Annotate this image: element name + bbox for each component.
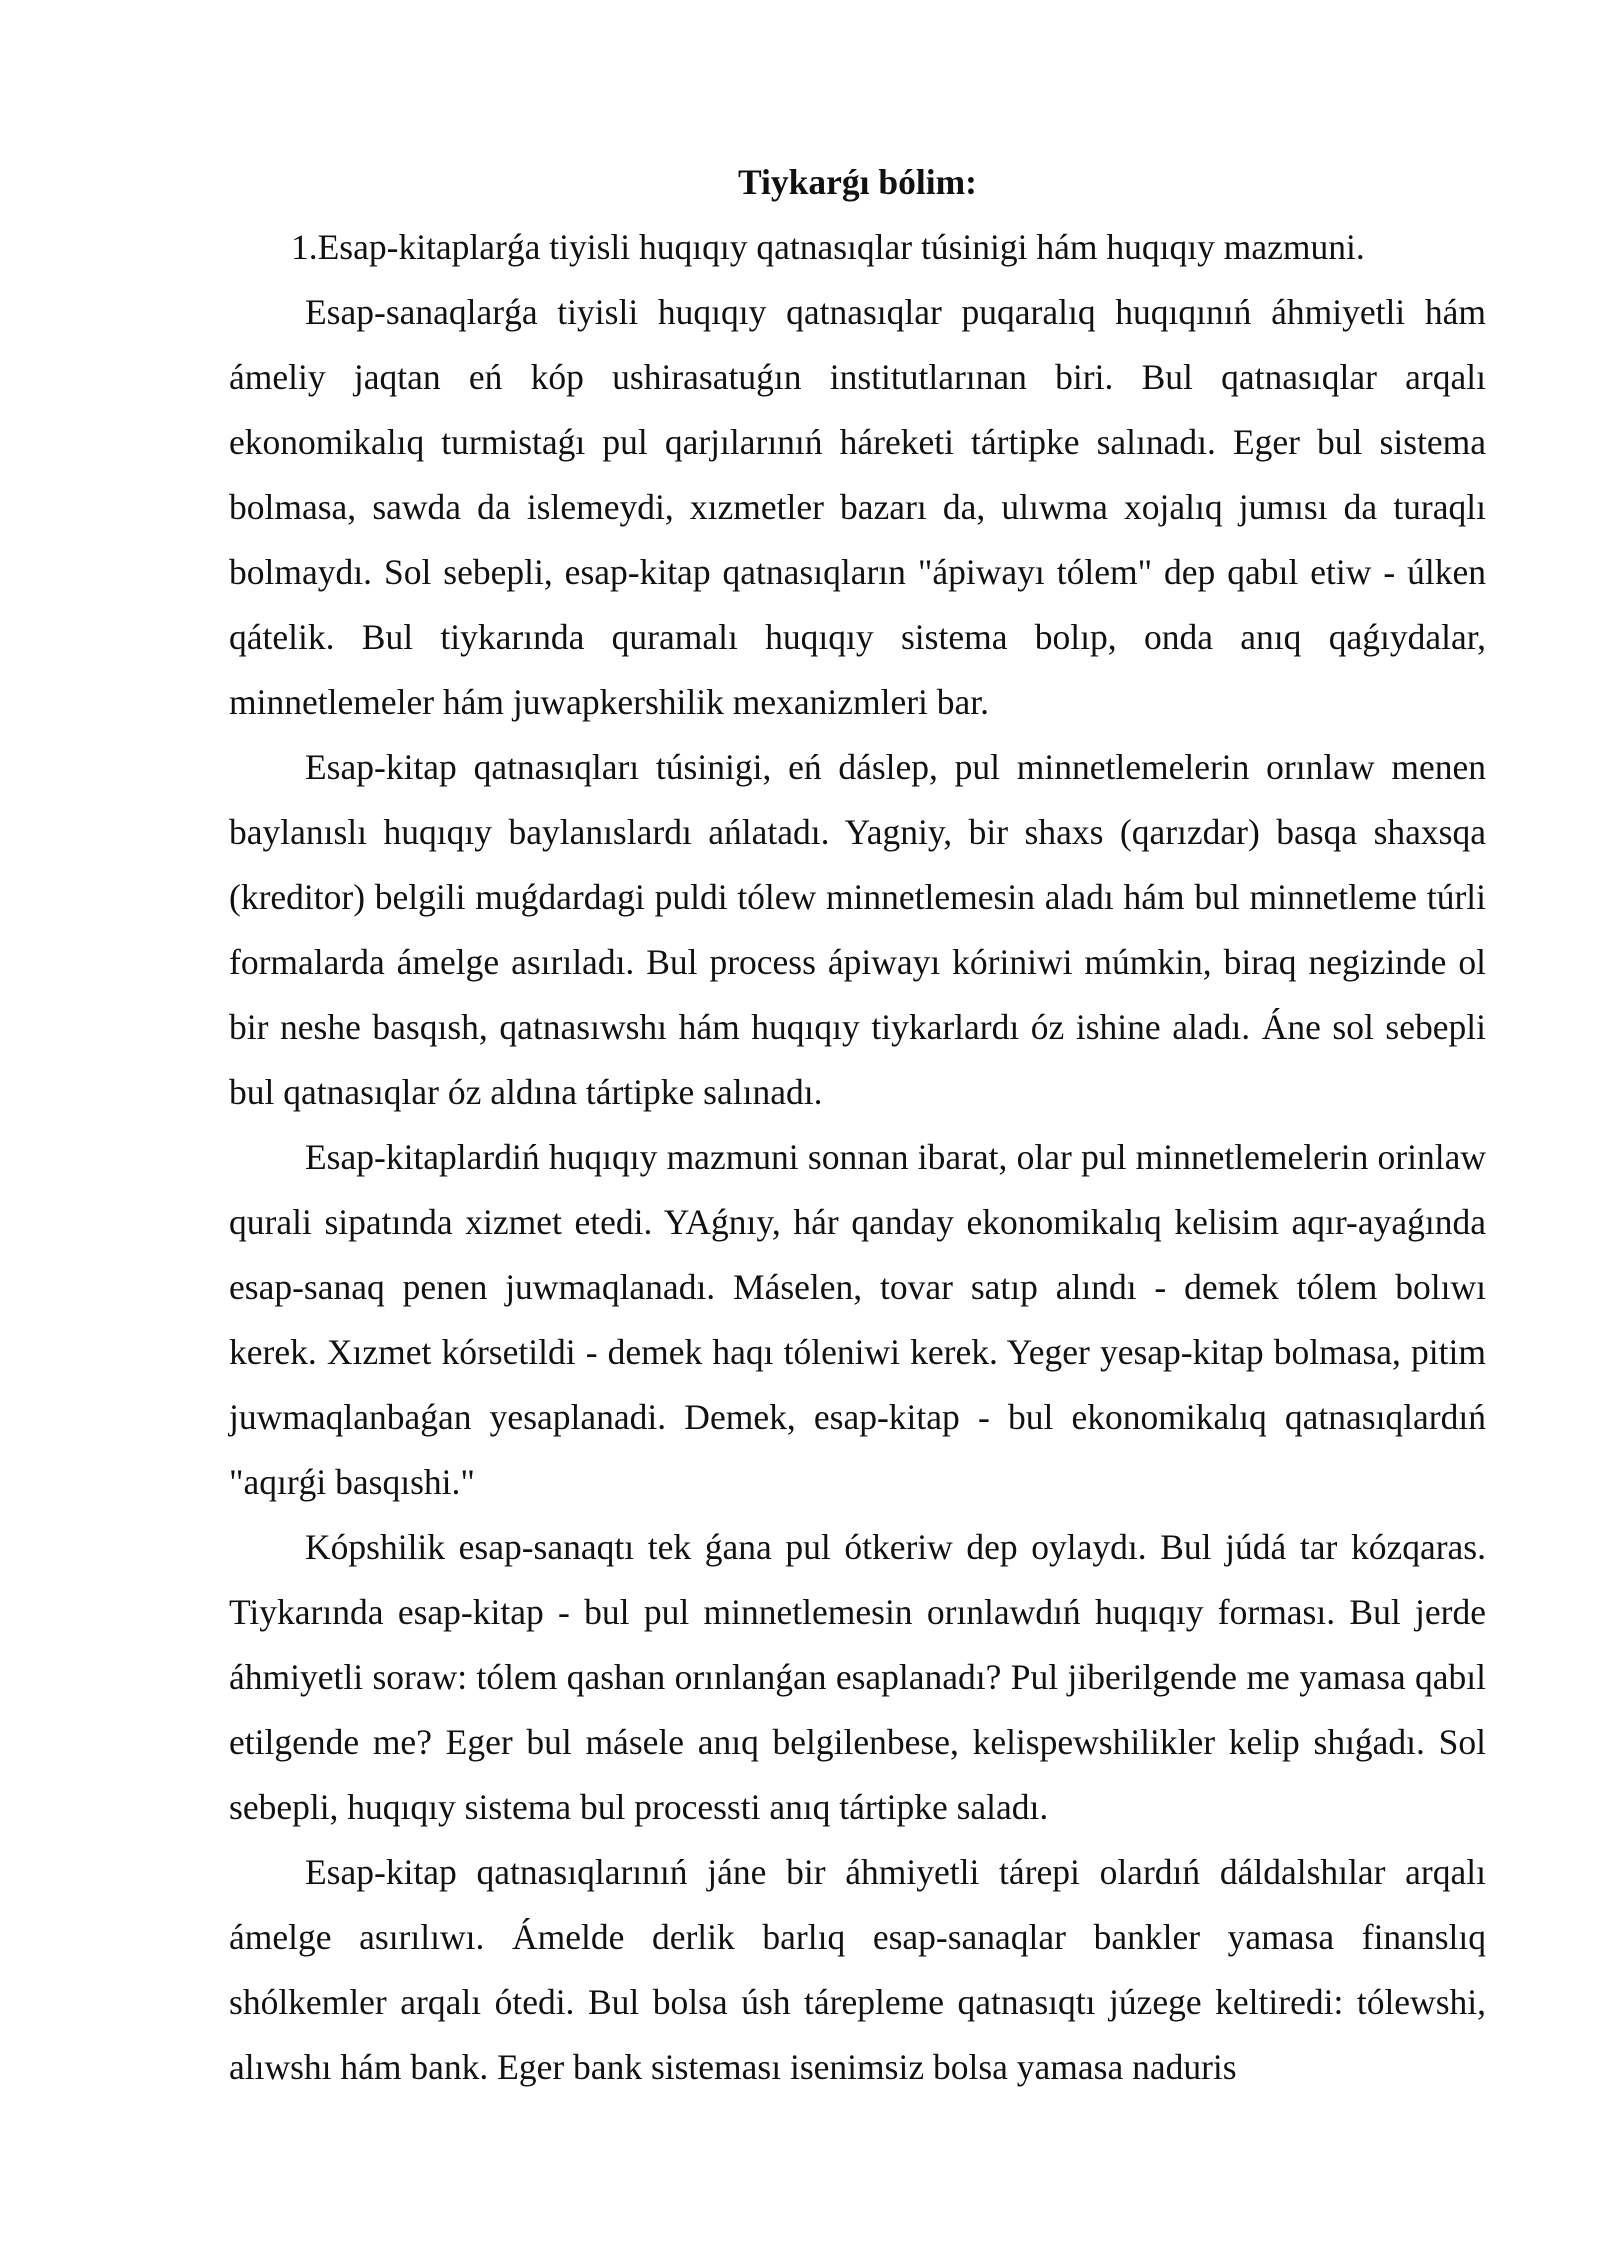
paragraph-3: Esap-kitaplardiń huqıqıy mazmuni sonnan ibarat, olar pul minnetlemelerin orinlaw qurali sipatında xizmet etedi. YAǵnıy, hár qanday ekonomikalıq kelisim aqır-ayaǵında esap-sanaq penen juwmaqlanadı. Máselen, tovar satıp alındı - demek tólem bolıwı kerek. Xızmet kórsetildi - demek haqı tóleniwi kerek. Yeger yesap-kitap bolmasa, pitim juwmaqlanbaǵan yesaplanadi. Demek, esap-kitap - bul ekonomikalıq qatnasıqlardıń "aqırǵi basqıshi."	[229, 1137, 1486, 1502]
paragraph-2: Esap-kitap qatnasıqları túsinigi, eń dáslep, pul minnetlemelerin orınlaw menen baylanıslı huqıqıy baylanıslardı ańlatadı. Yagniy, bir shaxs (qarızdar) basqa shaxsqa (kreditor) belgili muǵdardagi puldi tólew minnetlemesin aladı hám bul minnetleme túrli formalarda ámelge asırıladı. Bul process ápiwayı kóriniwi múmkin, biraq negizinde ol bir neshe basqısh, qatnasıwshı hám huqıqıy tiykarlardı óz ishine aladı. Áne sol sebepli bul qatnasıqlar óz aldına tártipke salınadı.	[229, 747, 1486, 1112]
section-heading: Tiykarǵı bólim:	[737, 162, 977, 202]
section-subheading: 1.Esap-kitaplarǵa tiyisli huqıqıy qatnasıqlar túsinigi hám huqıqıy mazmuni.	[291, 227, 1365, 267]
paragraph-5: Esap-kitap qatnasıqlarınıń jáne bir áhmiyetli tárepi olardıń dáldalshılar arqalı ámelge asırılıwı. Ámelde derlik barlıq esap-sanaqlar bankler yamasa finanslıq shólkemler arqalı ótedi. Bul bolsa úsh tárepleme qatnasıqtı júzege keltiredi: tólewshi, alıwshı hám bank. Eger bank sisteması isenimsiz bolsa yamasa naduris	[229, 1852, 1486, 2087]
paragraph-1: Esap-sanaqlarǵa tiyisli huqıqıy qatnasıqlar puqaralıq huqıqınıń áhmiyetli hám ámeliy jaqtan eń kóp ushirasatuǵın institutlarınan biri. Bul qatnasıqlar arqalı ekonomikalıq turmistaǵı pul qarjılarınıń háreketi tártipke salınadı. Eger bul sistema bolmasa, sawda da islemeydi, xızmetler bazarı da, ulıwma xojalıq jumısı da turaqlı bolmaydı. Sol sebepli, esap-kitap qatnasıqların "ápiwayı tólem" dep qabıl etiw - úlken qátelik. Bul tiykarında quramalı huqıqıy sistema bolıp, onda anıq qaǵıydalar, minnetlemeler hám juwapkershilik mexanizmleri bar.	[229, 292, 1486, 722]
document-body	[229, 150, 1486, 2100]
paragraph-4: Kópshilik esap-sanaqtı tek ǵana pul ótkeriw dep oylaydı. Bul júdá tar kózqaras. Tiykarında esap-kitap - bul pul minnetlemesin orınlawdıń huqıqıy forması. Bul jerde áhmiyetli soraw: tólem qashan orınlanǵan esaplanadı? Pul jiberilgende me yamasa qabıl etilgende me? Eger bul másele anıq belgilenbese, kelispewshilikler kelip shıǵadı. Sol sebepli, huqıqıy sistema bul processti anıq tártipke saladı.	[229, 1527, 1486, 1827]
